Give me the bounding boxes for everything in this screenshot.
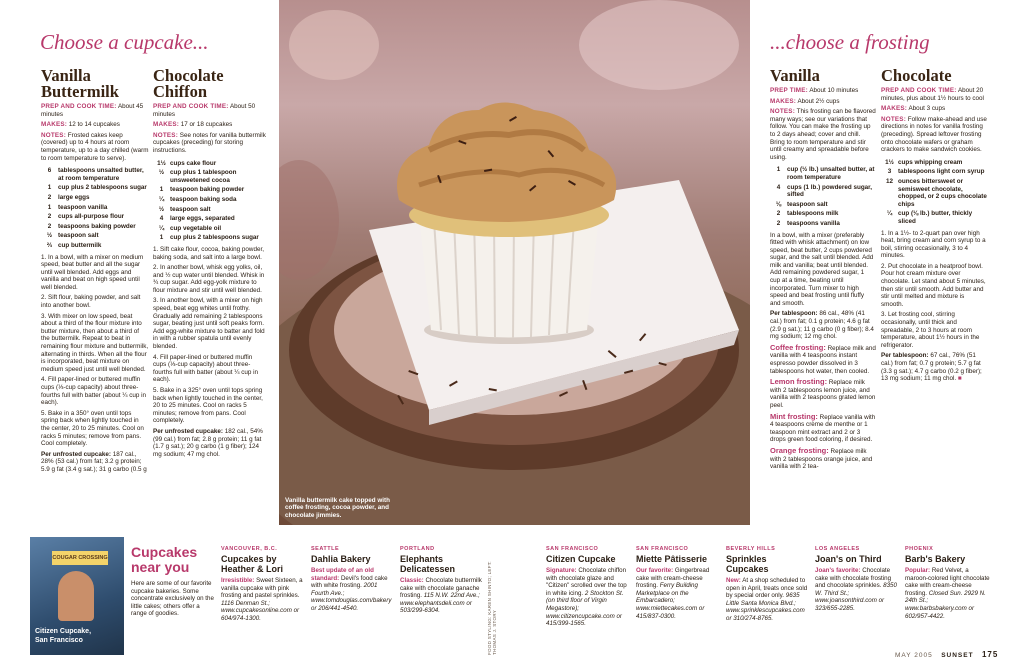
bakery-name: Sprinkles Cupcakes (726, 554, 769, 574)
recipe-step: 3. With mixer on low speed, beat about a third of the flour mixture into butter mixture, then about a third of the buttermilk. Repeat to beat in remaining flour mixture and buttermilk, alternating in thirds. When all the flour is incorporated, beat mixture on medium speed just until well blended. (41, 312, 149, 373)
recipe-body-vanilla-buttermilk: PREP AND COOK TIME: About 45 minutes MAKES: 12 to 14 cupcakes NOTES: Frosted cakes keep (covered) up to 4 hours at room temperature, up to a day chilled (warm to room temperature to serve). 6 tablespoons unsalted butter, at room temperature 1 cup plus 2 tablespoons sugar 2 large eggs 1 teaspoon vanilla 2 cups all-purpose flour 2 teaspoons baking powder ½ teaspoon salt ⅔ cup buttermilk 1. In a bowl, with a mixer on medium speed, beat butter and all the sugar until well blended. Add eggs and vanilla and beat on high speed until well blended. 2. Sift flour, baking powder, and salt into another bowl. 3. With mixer on low speed, beat about a third of the flour mixture into butter mixture, then about a third of the buttermilk. Repeat to beat in remaining flour mixture and buttermilk, alternating in thirds. When all the flour is incorporated, beat mixture on medium speed just until well blended. 4. Fill paper-lined or buttered muffin cups (⅓-cup capacity) about three-fourths full with batter (about ¼ cup in each). 5. Bake in a 350° oven until tops spring back when lightly touched in the center, 20 to 25 minutes. Cool on racks 5 minutes; remove from pans. Cool completely. Per unfrosted cupcake: 187 cal., 28% (53 cal.) from fat; 3.2 g protein; 5.9 g fat (3.4 g sat.); 31 g carbo (0.5 g (41, 103, 149, 473)
ingredient-name: cups (1 lb.) powdered sugar, sifted (787, 183, 873, 199)
ingredient-quantity: 6 (47, 167, 52, 175)
recipe-step: 2. Put chocolate in a heatproof bowl. Pour hot cream mixture over chocolate. Let stand about 5 minutes, then stir until smooth. Add butter and stir until melted and mixture is smooth. (881, 262, 986, 308)
ingredient-item (41, 194, 149, 202)
recipe-chocolate-chiffon (153, 68, 268, 100)
recipe-step: 3. In another bowl, with a mixer on high speed, beat egg whites until frothy. Gradually add remaining 2 tablespoons sugar, beating just until soft peaks form. Add egg-white mixture to batter and fold in with a rubber spatula until evenly blended. (153, 297, 265, 351)
ingredient-quantity: 2 (47, 193, 52, 201)
ingredient-quantity: ¼ (158, 224, 165, 232)
bakery-entry (636, 546, 720, 620)
ingredient-item (881, 178, 987, 208)
ingredient-quantity: 1½ (157, 159, 166, 167)
bakery-description: New: At a shop scheduled to open in April, treats once sold by special order only. 9635 Little Santa Monica Blvd.; www.sprinklescupcakes.com or 310/274-8765. (726, 577, 808, 622)
near-you-header (131, 545, 216, 618)
ingredient-name: cup buttermilk (58, 241, 102, 249)
ingredient-name: cups all-purpose flour (58, 213, 125, 221)
bakery-city: VANCOUVER, B.C. (221, 546, 278, 552)
ingredient-name: cup plus 2 tablespoons sugar (170, 234, 259, 242)
ingredient-quantity: ⅛ (775, 200, 782, 208)
ingredient-quantity: 2 (776, 210, 781, 218)
bakery-name: Citizen Cupcake (546, 554, 616, 564)
ingredient-name: teaspoon baking soda (170, 195, 237, 203)
photo-caption: Vanilla buttermilk cake topped with coffee frosting, cocoa powder, and chocolate jimmies. (285, 497, 390, 519)
recipe-step: In a bowl, with a mixer (preferably fitted with whisk attachment) on low speed, beat butter, 2 cups powdered sugar, and the salt until blended. Add milk and vanilla; beat until blended. Add remaining powdered sugar, 1 cup at a time, beating until incorporated. Turn mixer to high speed and beat frosting until fluffy and smooth. (770, 231, 874, 307)
bakery-entry (400, 546, 484, 615)
ingredient-quantity: 4 (159, 215, 164, 223)
ingredient-quantity: 1½ (885, 158, 894, 166)
ingredient-item (770, 210, 876, 218)
ingredient-list (881, 159, 987, 226)
recipe-body-chocolate-frosting: PREP AND COOK TIME: About 20 minutes, plus about 1½ hours to cool MAKES: About 3 cups NOTES: Follow make-ahead and use directions in notes for vanilla frosting (preceding). Spread leftover frosting onto chocolate wafers or graham crackers to make sandwich cookies. 1½ cups whipping cream 3 tablespoons light corn syrup 12 ounces bittersweet or semisweet chocolate, chopped, or 2 cups chocolate chips ¼ cup (⅛ lb.) butter, thickly sliced 1. In a 1½- to 2-quart pan over high heat, bring cream and corn syrup to a boil, stirring occasionally, 3 to 4 minutes. 2. Put chocolate in a heatproof bowl. Pour hot cream mixture over chocolate. Let stand about 5 minutes, then stir until smooth. Add butter and stir until melted and mixture is smooth. 3. Let frosting cool, stirring occasionally, until thick and spreadable, 2 to 3 hours at room temperature, about 1½ hours in the refrigerator. Per tablespoon: 67 cal., 76% (51 cal.) from fat; 0.7 g protein; 5.7 g fat (3.3 g sat.); 4.7 g carbo (0.2 g fiber); 13 mg sodium; 11 mg chol. ■ (881, 87, 987, 383)
ingredient-name: large eggs, separated (170, 215, 235, 223)
ingredient-name: cup plus 2 tablespoons sugar (58, 184, 147, 192)
ingredient-item (881, 159, 987, 167)
bakery-entry (726, 546, 810, 623)
ingredient-quantity: 3 (887, 168, 892, 176)
ingredient-quantity: ⅔ (46, 241, 53, 249)
bakery-city: SAN FRANCISCO (546, 546, 599, 552)
photo-credit: FOOD STYLING: KAREN SHINTO; LEFT: THOMAS J. STORY (487, 561, 497, 655)
right-section-heading: ...choose a frosting (770, 30, 930, 54)
ingredient-name: teaspoons vanilla (787, 219, 840, 227)
ingredient-name: large eggs (58, 193, 90, 201)
recipe-body-vanilla-frosting: PREP TIME: About 10 minutes MAKES: About 2½ cups NOTES: This frosting can be flavored many ways; see our variations that follow. You can make the frosting up to 2 days ahead; cover and chill. Bring to room temperature and stir until creamy and spreadable before using. 1 cup (½ lb.) unsalted butter, at room temperature 4 cups (1 lb.) powdered sugar, sifted ⅛ teaspoon salt 2 tablespoons milk 2 teaspoons vanilla In a bowl, with a mixer (preferably fitted with whisk attachment) on low speed, beat butter, 2 cups powdered sugar, and the salt until blended. Add milk and vanilla; beat until blended. Add remaining powdered sugar, 1 cup at a time, beating until incorporated. Turn mixer to high speed and beat frosting until fluffy and smooth. Per tablespoon: 86 cal., 48% (41 cal.) from fat; 0.1 g protein; 4.6 g fat (2.9 g sat.); 11 g carbo (0 g fiber); 8.4 mg sodium; 12 mg chol. Coffee frosting: Replace milk and vanilla with 4 teaspoons instant espresso powder dissolved in 3 tablespoons hot water, then cooled. Lemon frosting: Replace milk with 2 tablespoons lemon juice, and vanilla with 2 teaspoons grated lemon peel. Mint frosting: Replace vanilla with 4 teaspoons crème de menthe or 1 teaspoon mint extract and 2 or 3 drops green food coloring, if desired. Orange frosting: Replace milk with 2 tablespoons orange juice, and vanilla with 2 tea- (770, 87, 876, 471)
frosting-title-chocolate: Chocolate (881, 66, 952, 85)
cupcake-illustration (279, 0, 750, 525)
ingredient-item (153, 196, 266, 204)
bakery-description: Best update of an old standard: Devil's food cake with white frosting. 2001 Fourth Ave.; www.tomdouglas.com/bakery or 206/441-4540. (311, 567, 392, 612)
ingredient-quantity: 4 (776, 183, 781, 191)
footer: MAY 2005 SUNSET 175 (895, 650, 999, 659)
ingredient-quantity: 2 (47, 222, 52, 230)
bakery-name: Dahlia Bakery (311, 554, 371, 564)
ingredient-item (153, 225, 266, 233)
recipe-step: 5. Bake in a 350° oven until tops spring back when lightly touched in the center, 20 to 25 minutes. Cool on racks 5 minutes; remove from pans. Cool completely. (41, 409, 144, 448)
bakery-entry (311, 546, 395, 613)
bakery-city: PHOENIX (905, 546, 934, 552)
recipe-title: Vanilla Buttermilk (41, 66, 119, 101)
recipe-title: Chocolate Chiffon (153, 66, 224, 101)
recipe-steps (881, 230, 987, 350)
ingredient-quantity: 12 (885, 177, 893, 185)
ingredient-item (770, 220, 876, 228)
ingredient-name: teaspoon salt (58, 232, 99, 240)
ingredient-name: teaspoon salt (787, 200, 828, 208)
ingredient-quantity: 1 (47, 184, 52, 192)
recipe-step: 2. Sift flour, baking powder, and salt into another bowl. (41, 294, 141, 310)
bakery-entry (905, 546, 991, 620)
bakery-entry (815, 546, 899, 613)
left-section-heading: Choose a cupcake... (40, 30, 209, 54)
ingredient-item (153, 186, 266, 194)
recipe-body-chocolate-chiffon: PREP AND COOK TIME: About 50 minutes MAKES: 17 or 18 cupcakes NOTES: See notes for vanilla buttermilk cupcakes (preceding) for storing instructions. 1½ cups cake flour ½ cup plus 1 tablespoon unsweetened cocoa 1 teaspoon baking powder ¼ teaspoon baking soda ½ teaspoon salt 4 large eggs, separated ¼ cup vegetable oil 1 cup plus 2 tablespoons sugar 1. Sift cake flour, cocoa, baking powder, baking soda, and salt into a large bowl. 2. In another bowl, whisk egg yolks, oil, and ½ cup water until blended. Whisk in ¾ cup sugar. Add egg-yolk mixture to flour mixture and stir until well blended. 3. In another bowl, with a mixer on high speed, beat egg whites until frothy. Gradually add remaining 2 tablespoons sugar, beating just until soft peaks form. Add egg-white mixture to batter and fold in with a rubber spatula until evenly blended. 4. Fill paper-lined or buttered muffin cups (⅓-cup capacity) about three-fourths full with batter (about ¼ cup in each). 5. Bake in a 325° oven until tops spring back when lightly touched in the center, 20 to 25 minutes. Cool on racks 5 minutes; remove from pans. Cool completely. Per unfrosted cupcake: 182 cal., 54% (99 cal.) from fat; 2.8 g protein; 11 g fat (1.7 g sat.); 20 g carbo (1 g fiber); 124 mg sodium; 47 mg chol. (153, 103, 266, 458)
inset-sign: COUGAR CROSSING (52, 551, 108, 565)
ingredient-list (770, 166, 876, 227)
bakery-description: Irresistible: Sweet Sixteen, a vanilla cupcake with pink frosting and pastel sprinkles. 1116 Denman St.; www.cupcakesonline.com or 604/974-1300. (221, 577, 303, 622)
bakery-city: PORTLAND (400, 546, 435, 552)
ingredient-item (41, 232, 149, 240)
bakery-name: Barb's Bakery (905, 554, 966, 564)
ingredient-quantity: 1 (159, 234, 164, 242)
ingredient-item (881, 168, 987, 176)
ingredient-quantity: ½ (158, 169, 165, 177)
ingredient-item (41, 223, 149, 231)
ingredient-name: cups whipping cream (898, 158, 963, 166)
bakery-entry (221, 546, 305, 623)
ingredient-quantity: 1 (159, 186, 164, 194)
ingredient-item (881, 210, 987, 225)
near-you-title: Cupcakes near you (131, 544, 198, 575)
ingredient-quantity: 2 (47, 213, 52, 221)
recipe-step: 2. In another bowl, whisk egg yolks, oil, and ½ cup water until blended. Whisk in ¾ cup sugar. Add egg-yolk mixture to flour mixture and stir until well blended. (153, 264, 265, 294)
ingredient-quantity: 1 (47, 203, 52, 211)
recipe-step: 5. Bake in a 325° oven until tops spring back when lightly touched in the center, 20 to 25 minutes. Cool on racks 5 minutes; remove from pans. Cool completely. (153, 387, 263, 425)
ingredient-item (770, 166, 876, 181)
recipe-steps (41, 254, 149, 448)
ingredient-item (770, 184, 876, 199)
bakery-city: SAN FRANCISCO (636, 546, 689, 552)
bakery-description: Our favorite: Gingerbread cake with cream-cheese frosting. Ferry Building Marketplace on the Embarcadero; www.miettecakes.com or 415/837-0300. (636, 567, 710, 620)
recipe-step: 4. Fill paper-lined or buttered muffin cups (⅓-cup capacity) about three-fourths full with batter (about ¼ cup in each). (41, 376, 147, 407)
ingredient-item (153, 234, 266, 242)
frosting-title-vanilla: Vanilla (770, 66, 820, 85)
ingredient-name: teaspoon salt (170, 205, 211, 213)
ingredient-name: cup (½ lb.) unsalted butter, at room temperature (787, 166, 875, 181)
bakery-city: SEATTLE (311, 546, 340, 552)
bakery-inset-photo (30, 537, 124, 655)
ingredient-quantity: ¼ (886, 210, 893, 218)
ingredient-list (41, 167, 149, 249)
inset-caption: Citizen Cupcake, San Francisco (35, 628, 92, 644)
ingredient-item (153, 206, 266, 214)
bakery-name: Joan's on Third (815, 554, 882, 564)
bakery-name: Cupcakes by Heather & Lori (221, 554, 284, 574)
bakery-name: Elephants Delicatessen (400, 554, 456, 574)
ingredient-item (153, 169, 266, 184)
ingredient-item (153, 160, 266, 168)
bakery-description: Popular: Red Velvet, a maroon-colored light chocolate cake with cream-cheese frosting. Closed Sun. 2929 N. 24th St.; www.barbsbakery.com or 602/957-4422. (905, 567, 990, 620)
ingredient-name: cup (⅛ lb.) butter, thickly sliced (898, 210, 973, 225)
ingredient-quantity: ½ (158, 205, 165, 213)
recipe-steps (153, 246, 266, 425)
ingredient-name: cup vegetable oil (170, 224, 222, 232)
ingredient-quantity: ¼ (158, 195, 165, 203)
ingredient-quantity: ½ (46, 232, 53, 240)
cupcake-photo (279, 0, 750, 525)
ingredient-item (41, 184, 149, 192)
ingredient-item (41, 204, 149, 212)
bakery-name: Miette Pâtisserie (636, 554, 708, 564)
bakery-description: Classic: Chocolate buttermilk cake with chocolate ganache frosting. 115 N.W. 22nd Ave.; www.elephantsdeli.com or 503/299-6304. (400, 577, 482, 615)
ingredient-name: tablespoons unsalted butter, at room temperature (58, 167, 144, 182)
ingredient-item (41, 213, 149, 221)
ingredient-name: tablespoons light corn syrup (898, 168, 985, 176)
ingredient-name: tablespoons milk (787, 210, 839, 218)
ingredient-item (153, 215, 266, 223)
bakery-city: LOS ANGELES (815, 546, 860, 552)
ingredient-name: teaspoons baking powder (58, 222, 136, 230)
ingredient-list (153, 160, 266, 242)
bakery-description: Signature: Chocolate chiffon with chocolate glaze and "Citizen" scrolled over the top in white icing. 2 Stockton St. (on third floor of Virgin Megastore); www.citizencupcake.com or 415/399-1565. (546, 567, 627, 628)
bakery-description: Joan's favorite: Chocolate cake with chocolate frosting and chocolate sprinkles. 8350 W. Third St.; www.joansonthird.com or 323/655-2285. (815, 567, 897, 612)
ingredient-quantity: 1 (776, 166, 781, 174)
near-you-intro: Here are some of our favorite cupcake bakeries. Some concentrate exclusively on the little cakes; others offer a range of goodies. (131, 580, 214, 618)
recipe-step: 3. Let frosting cool, stirring occasionally, until thick and spreadable, 2 to 3 hours at room temperature, about 1½ hours in the refrigerator. (881, 311, 980, 349)
recipe-vanilla-buttermilk (41, 68, 153, 100)
recipe-step: 1. In a 1½- to 2-quart pan over high heat, bring cream and corn syrup to a boil, stirring occasionally, 3 to 4 minutes. (881, 229, 986, 260)
bakery-entry (546, 546, 630, 628)
ingredient-item (41, 167, 149, 182)
ingredient-name: teaspoon vanilla (58, 203, 108, 211)
ingredient-item (770, 201, 876, 209)
bakery-city: BEVERLY HILLS (726, 546, 776, 552)
ingredient-name: cup plus 1 tablespoon unsweetened cocoa (170, 169, 237, 184)
ingredient-item (41, 242, 149, 250)
ingredient-name: teaspoon baking powder (170, 186, 245, 194)
ingredient-name: ounces bittersweet or semisweet chocolate, chopped, or 2 cups chocolate chips (898, 177, 987, 208)
recipe-step: 1. Sift cake flour, cocoa, baking powder, baking soda, and salt into a large bowl. (153, 245, 264, 261)
ingredient-quantity: 2 (776, 219, 781, 227)
recipe-step: 1. In a bowl, with a mixer on medium speed, beat butter and all the sugar until well blended. Add eggs and vanilla and beat on high speed until well blended. (41, 253, 144, 291)
ingredient-name: cups cake flour (170, 159, 217, 167)
recipe-step: 4. Fill paper-lined or buttered muffin cups (⅓-cup capacity) about three-fourths full with batter (about ¼ cup in each). (153, 353, 259, 384)
